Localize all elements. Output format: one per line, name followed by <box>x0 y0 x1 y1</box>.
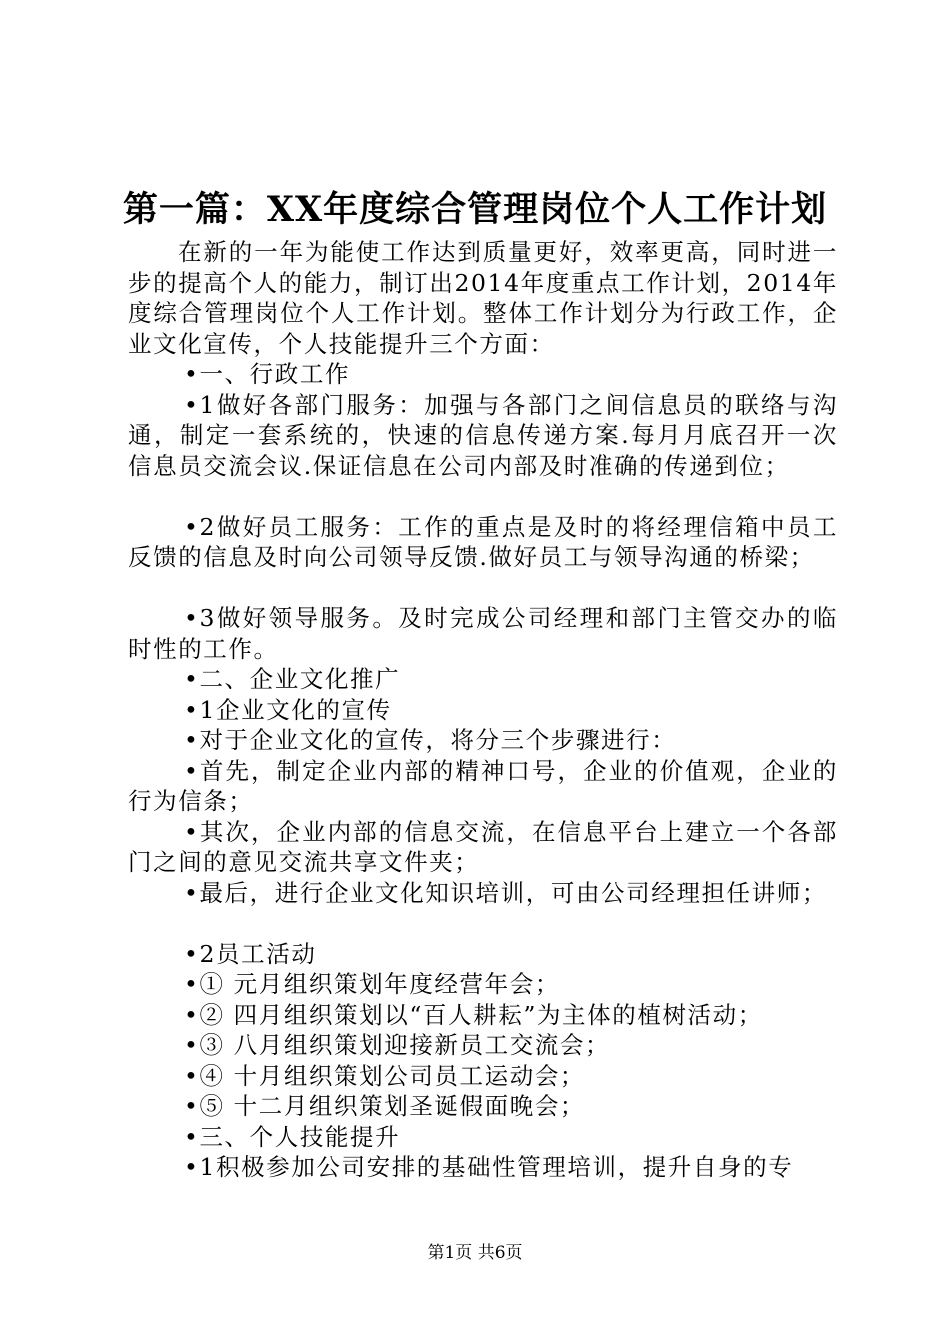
document-body <box>128 237 838 1183</box>
list-item: •1企业文化的宣传 <box>184 695 392 724</box>
list-item: •1做好各部门服务：加强与各部门之间信息员的联络与沟通，制定一套系统的，快速的信息传递方案.每月月底召开一次信息员交流会议.保证信息在公司内部及时准确的传递到位； <box>128 390 838 480</box>
intro-paragraph: 在新的一年为能使工作达到质量更好，效率更高，同时进一步的提高个人的能力，制订出2014年度重点工作计划，2014年度综合管理岗位个人工作计划。整体工作计划分为行政工作，企业文化宣传，个人技能提升三个方面： <box>128 238 838 358</box>
list-item: •1积极参加公司安排的基础性管理培训，提升自身的专 <box>184 1153 794 1181</box>
list-item: •2员工活动 <box>184 939 317 968</box>
list-item: •2做好员工服务：工作的重点是及时的将经理信箱中员工反馈的信息及时向公司领导反馈.做好员工与领导沟通的桥梁； <box>128 512 838 571</box>
list-item: •3做好领导服务。及时完成公司经理和部门主管交办的临时性的工作。 <box>128 604 838 663</box>
page-footer: 第1页 共6页 <box>427 1243 523 1263</box>
section-heading-admin: •一、行政工作 <box>184 360 351 388</box>
list-item: •① 元月组织策划年度经营年会； <box>184 970 560 998</box>
list-item: •首先，制定企业内部的精神口号，企业的价值观，企业的行为信条； <box>128 756 838 815</box>
document-title: 第一篇：XX年度综合管理岗位个人工作计划 <box>122 189 828 230</box>
paragraph-spacer <box>128 573 838 604</box>
list-item: •对于企业文化的宣传，将分三个步骤进行： <box>184 726 677 754</box>
list-item: •⑤ 十二月组织策划圣诞假面晚会； <box>184 1092 586 1120</box>
list-item: •② 四月组织策划以“百人耕耘”为主体的植树活动； <box>184 1000 763 1029</box>
paragraph-spacer <box>128 481 838 512</box>
list-item: •④ 十月组织策划公司员工运动会； <box>184 1061 586 1090</box>
paragraph-spacer <box>128 908 838 939</box>
section-heading-culture: •二、企业文化推广 <box>184 665 401 693</box>
list-item: •③ 八月组织策划迎接新员工交流会； <box>184 1031 611 1059</box>
list-item: •其次，企业内部的信息交流，在信息平台上建立一个各部门之间的意见交流共享文件夹； <box>128 817 838 876</box>
section-heading-skills: •三、个人技能提升 <box>184 1122 401 1151</box>
list-item: •最后，进行企业文化知识培训，可由公司经理担任讲师； <box>184 878 827 907</box>
